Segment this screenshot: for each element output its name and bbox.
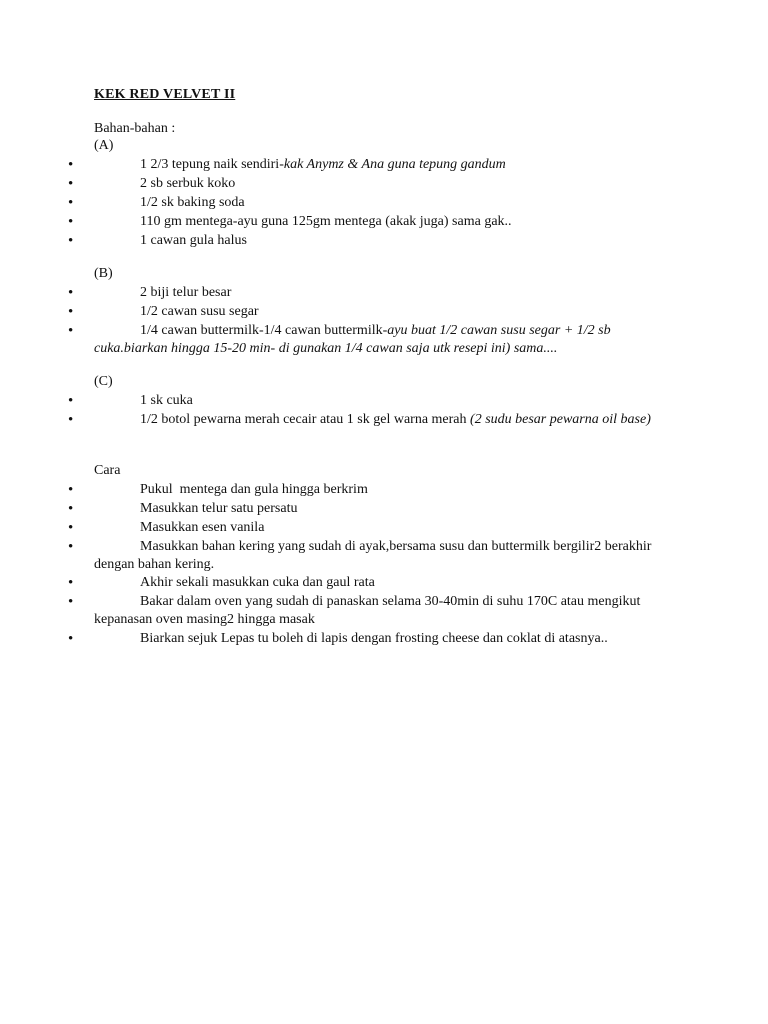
ingredient-text: 110 gm mentega-ayu guna 125gm mentega (akak juga) sama gak.. <box>140 214 512 229</box>
bullet-icon: • <box>68 214 74 230</box>
bullet-icon: • <box>68 323 74 339</box>
step-text: Masukkan telur satu persatu <box>140 501 298 516</box>
bullet-icon: • <box>68 285 74 301</box>
bullet-icon: • <box>68 412 74 428</box>
ingredient-text: 1/2 sk baking soda <box>140 195 245 210</box>
group-c-label: (C) <box>94 374 113 389</box>
step-text: Akhir sekali masukkan cuka dan gaul rata <box>140 575 375 590</box>
bullet-icon: • <box>68 631 74 647</box>
step-text: Masukkan esen vanila <box>140 520 265 535</box>
step-text: Pukul mentega dan gula hingga berkrim <box>140 482 368 497</box>
ingredient-text: 1 cawan gula halus <box>140 233 247 248</box>
recipe-title: KEK RED VELVET II <box>94 87 236 102</box>
ingredient-text: 2 biji telur besar <box>140 285 232 300</box>
ingredient-text: 1 sk cuka <box>140 393 193 408</box>
step-text: Biarkan sejuk Lepas tu boleh di lapis dengan frosting cheese dan coklat di atasnya.. <box>140 631 608 646</box>
ingredient-text: 1/2 botol pewarna merah cecair atau 1 sk gel warna merah (2 sudu besar pewarna oil base) <box>140 412 651 427</box>
ingredient-text: 1/2 cawan susu segar <box>140 304 259 319</box>
bullet-icon: • <box>68 482 74 498</box>
step-text: Bakar dalam oven yang sudah di panaskan selama 30-40min di suhu 170C atau mengikut kepanasan oven masing2 hingga masak <box>94 594 641 627</box>
bullet-icon: • <box>68 195 74 211</box>
method-label: Cara <box>94 463 121 478</box>
bullet-icon: • <box>68 176 74 192</box>
bullet-icon: • <box>68 575 74 591</box>
ingredient-text: 1/4 cawan buttermilk-1/4 cawan buttermilk-ayu buat 1/2 cawan susu segar + 1/2 sb cuka.biarkan hingga 15-20 min- di gunakan 1/4 cawan saja utk resepi ini) sama.... <box>94 323 611 356</box>
bullet-icon: • <box>68 157 74 173</box>
ingredients-label: Bahan-bahan : <box>94 121 176 136</box>
step-text: Masukkan bahan kering yang sudah di ayak,bersama susu dan buttermilk bergilir2 berakhir dengan bahan kering. <box>94 539 652 572</box>
bullet-icon: • <box>68 304 74 320</box>
bullet-icon: • <box>68 233 74 249</box>
bullet-icon: • <box>68 594 74 610</box>
bullet-icon: • <box>68 501 74 517</box>
ingredient-text: 1 2/3 tepung naik sendiri-kak Anymz & Ana guna tepung gandum <box>140 157 506 172</box>
bullet-icon: • <box>68 539 74 555</box>
bullet-icon: • <box>68 520 74 536</box>
ingredient-text: 2 sb serbuk koko <box>140 176 236 191</box>
bullet-icon: • <box>68 393 74 409</box>
group-a-label: (A) <box>94 138 114 153</box>
group-b-label: (B) <box>94 266 113 281</box>
